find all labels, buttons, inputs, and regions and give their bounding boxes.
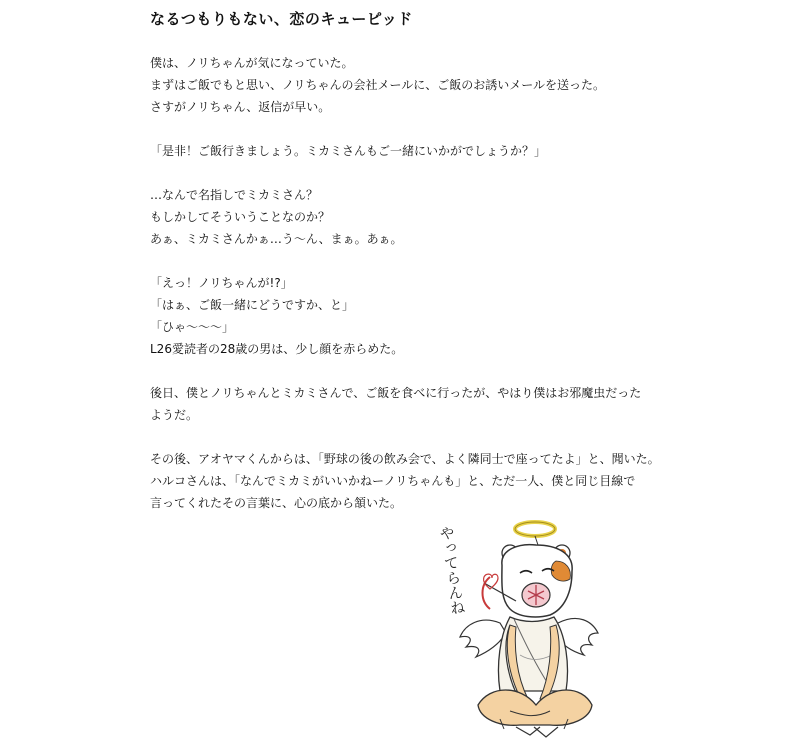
text-line: 「えっ！ノリちゃんが!?」 [150,276,293,290]
text-line: 僕は、ノリちゃんが気になっていた。 [150,56,354,70]
bear-cupid-illustration [436,505,620,745]
bear-legs [478,690,592,725]
paragraph-5 [150,382,670,426]
text-line: 「是非！ご飯行きましょう。ミカミさんもご一緒にいかがでしょうか？」 [150,144,547,158]
text-line: さすがノリちゃん、返信が早い。 [150,100,331,114]
article-title: なるつもりもない、恋のキューピッド [150,10,413,28]
text-line: 後日、僕とノリちゃんとミカミさんで、ご飯を食べに行ったが、やはり僕はお邪魔虫だった [150,386,642,400]
paragraph-1 [150,52,670,118]
text-line: まずはご飯でもと思い、ノリちゃんの会社メールに、ご飯のお誘いメールを送った。 [150,78,606,92]
text-line: L26愛読者の28歳の男は、少し顔を赤らめた。 [150,342,404,356]
text-line: 言ってくれたその言葉に、心の底から頷いた。 [150,496,403,510]
text-line: もしかしてそういうことなのか？ [150,210,331,224]
text-line: あぁ、ミカミさんかぁ…う～ん、まぁ。あぁ。 [150,232,403,246]
paragraph-2 [150,140,670,162]
article [150,8,670,536]
paragraph-4 [150,272,670,360]
bear-cupid-icon [436,505,620,745]
text-line: 「ひゃ～～～」 [150,320,235,334]
paragraph-3 [150,184,670,250]
text-line: ようだ。 [150,408,199,422]
text-line: ハルコさんは、「なんでミカミがいいかねーノリちゃんも」と、ただ一人、僕と同じ目線で [150,474,636,488]
handwritten-caption: やってらんね [436,524,468,616]
text-line: …なんで名指しでミカミさん？ [150,188,319,202]
text-line: その後、アオヤマくんからは、｢野球の後の飲み会で、よく隣同士で座ってたよ」と、聞いた。 [150,452,660,466]
text-line: 「はぁ、ご飯一緒にどうですか、と」 [150,298,355,312]
